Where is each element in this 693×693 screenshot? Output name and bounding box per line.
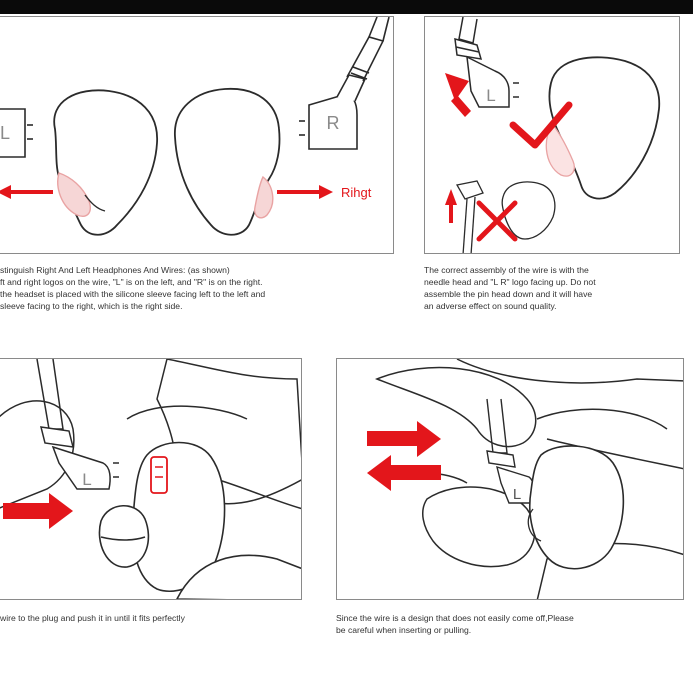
right-plug-letter: R [326,113,340,133]
wrong-assembly [457,181,555,254]
plug-letter: L [486,86,496,105]
earphone-shell [530,446,624,569]
plug-letter: L [82,470,92,489]
caption-correct-assembly: The correct assembly of the wire is with the needle head and "L R" logo facing up. Do not assemble the pin head down and it will have an adverse effect on sound quality. [424,265,596,311]
right-arrow [277,185,333,199]
caption-careful-handling: Since the wire is a design that does not easily come off,Please be careful when inserting or pulling. [336,613,574,635]
top-dark-bar [0,0,693,14]
plug-letter: L [512,486,522,503]
insert-wire-illustration [0,359,302,600]
careful-handling-illustration [337,359,684,600]
right-plug [299,17,389,149]
caption-left-right: stinguish Right And Left Headphones And Wires: (as shown) ft and right logos on the wire, "L" is on the left, and "R" is on the right. the headset is placed with the silicone sleeve facing left to the left and sleeve facing to the right, which is the right side. [0,265,266,311]
insert-arrow [367,421,441,457]
pull-arrow [367,455,441,491]
caption-insert-wire: wire to the plug and push it in until it fits perfectly [0,613,185,623]
left-plug-letter: L [0,123,11,143]
right-arrow-label: Rihgt [341,185,372,200]
down-arrow [445,189,457,223]
ear-tip [99,506,148,567]
panel-left-right-identification [0,16,394,254]
up-arrow [445,73,471,117]
panel-careful-handling [336,358,684,600]
panel-correct-assembly [424,16,680,254]
panel-insert-wire [0,358,302,600]
correct-assembly-illustration [425,17,680,254]
left-earphone-shell [54,90,157,234]
earphone-shell [549,57,659,198]
pin-socket [151,457,167,493]
left-right-earphones-illustration [0,17,394,254]
left-arrow [0,185,53,199]
